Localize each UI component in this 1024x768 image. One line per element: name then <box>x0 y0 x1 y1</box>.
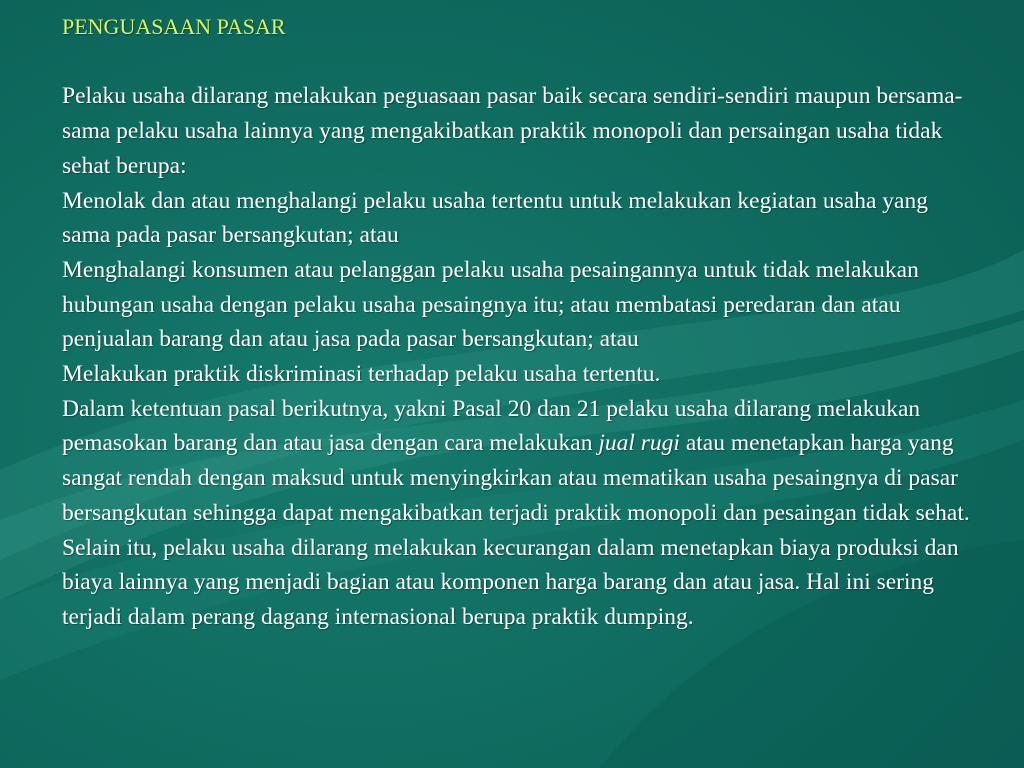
paragraph-text-start: Dalam ketentuan pasal berikutnya, yakni Pasal 20 dan 21 pelaku usaha dilarang melakukan pemasokan barang dan atau jasa dengan cara melakukan <box>62 395 921 457</box>
paragraph-pasal-20-21 <box>62 392 972 635</box>
paragraph-point-1: Menolak dan atau menghalangi pelaku usaha tertentu untuk melakukan kegiatan usaha yang sama pada pasar bersangkutan; atau <box>62 187 928 249</box>
paragraph-text-end: atau menetapkan harga yang sangat rendah dengan maksud untuk menyingkirkan atau mematikan usaha pesaingnya di pasar bersangkutan sehingga dapat mengakibatkan terjadi praktik monopoli dan pesaingan tidak sehat. Selain itu, pelaku usaha dilarang melakukan kecurangan dalam menetapkan biaya produksi dan biaya lainnya yang menjadi bagian atau komponen harga barang dan atau jasa. Hal ini sering terjadi dalam perang dagang internasional berupa praktik dumping. <box>62 430 970 630</box>
slide-title: PENGUASAAN PASAR <box>62 14 286 39</box>
italic-term-jual-rugi: jual rugi <box>598 430 680 457</box>
slide-content <box>62 10 972 635</box>
paragraph-point-3: Melakukan praktik diskriminasi terhadap pelaku usaha tertentu. <box>62 361 661 388</box>
spacer <box>62 45 972 80</box>
paragraph-point-2: Menghalangi konsumen atau pelanggan pelaku usaha pesaingannya untuk tidak melakukan hubungan usaha dengan pelaku usaha pesaingnya itu; atau membatasi peredaran dan atau penjualan barang dan atau jasa pada pasar bersangkutan; atau <box>62 256 919 353</box>
paragraph-intro: Pelaku usaha dilarang melakukan peguasaan pasar baik secara sendiri-sendiri maupun bersama-sama pelaku usaha lainnya yang mengakibatkan praktik monopoli dan persaingan usaha tidak sehat berupa: <box>62 83 963 179</box>
